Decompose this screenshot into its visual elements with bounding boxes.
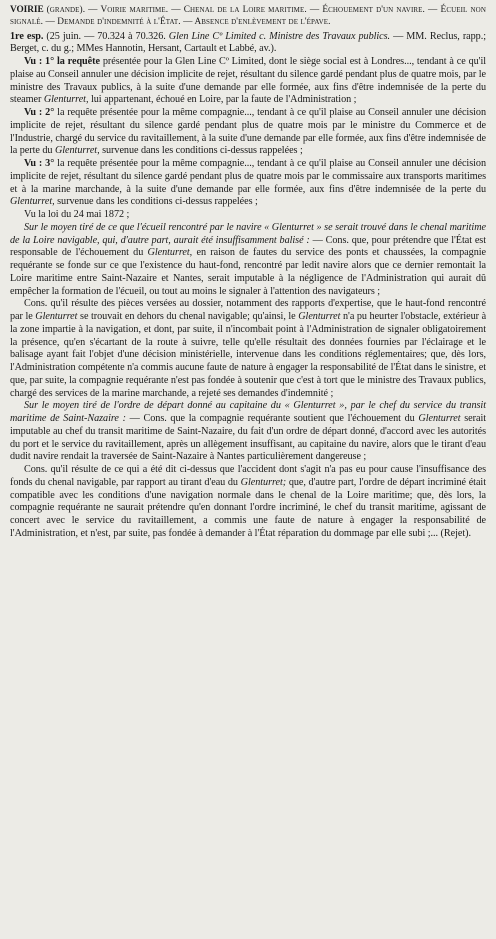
paragraph-text: que, d'autre part, l'ordre de départ incriminé était compatible avec les conditions d'une navigation normale dans le chenal de la Loire maritime; que, dès lors, la compagnie requérante ne saurait prétendre qu'en donnant l'ordre incriminé, le chef du transit maritime, agissant de concert avec le service du ravitaillement, a commis une faute de nature à engager la responsabilité de l'Administration, et n'est, par suite, pas fondée à demander à l'État réparation du dommage par elle subi ;... (Rejet).: [10, 476, 486, 539]
visa-3: [10, 158, 486, 209]
moyen-heading: Sur le moyen tiré de ce que l'écueil rencontré par le navire « Glenturret » se serait trouvé dans le chenal maritime de la Loire navigable, qui, d'autre part, aurait été insuffisamment balisé :: [10, 221, 486, 246]
visa-text: la requête présentée pour la même compagnie..., tendant à ce qu'il plaise au Conseil annuler une décision implicite de rejet, résultant du silence gardé pendant plus de quatre mois par le commissaire aux transports maritimes et à la marine marchande, à la suite d'une demande par elle formée, aux fins d'être indemnisée de la perte du: [10, 158, 486, 195]
section-title: VOIRIE: [10, 5, 44, 15]
moyen-2-paragraph-1: [10, 400, 486, 464]
paragraph-text: n'a pu heurter l'obstacle, extérieur à la zone impartie à la navigation, et dont, par suite, il n'incombait point à l'Administration de signaler obligatoirement la présence, qu'en s'écartant de la route à suivre, telle qu'elle résultait des données fournies par l'éclairage et le balisage ayant fait l'objet d'une décision ministérielle, intervenue dans les conditions réglementaires; que, dès lors, l'Administration compétente n'a commis aucune faute de nature à engager la responsabilité de l'État dans le sinistre, et que, par suite, la compagnie requérante n'est pas fondée à soutenir que c'est à tort que le ministre des Travaux publics, chargé des services de la marine marchande, a rejeté ses demandes d'indemnité ;: [10, 311, 487, 399]
ship-name: Glenturret: [298, 311, 341, 323]
moyen-1-paragraph-1: [10, 222, 486, 299]
moyen-1-paragraph-2: [10, 298, 486, 400]
paragraph-text: — Cons. que, pour prétendre que l'État est responsable de l'échouement du: [10, 234, 486, 259]
visa-1: [10, 56, 486, 107]
case-panel: — MM. Reclus, rapp.; Berget, c. du g.; MMes Hannotin, Hersant, Cartault et Labbé, av.).: [10, 30, 486, 55]
paragraph-text: en raison de fautes du service des ponts et chaussées, la compagnie requérante se fonde sur ce que l'existence du haut-fond, rencontré par ledit navire alors que ce dernier remontait la Loire maritime entre Saint-Nazaire et Nantes, serait imputable à la négligence de l'Administration qui aurait dû empêcher la formation de l'écueil, ou tout au moins le signaler à l'attention des navigateurs ;: [10, 247, 486, 297]
ship-name: Glenturret,: [54, 145, 100, 157]
moyen-heading: Sur le moyen tiré de l'ordre de départ donné au capitaine du « Glenturret », par le chef du service du transit maritime de Saint-Nazaire :: [10, 400, 486, 425]
case-name: Glen Line Cº Limited c. Ministre des Travaux publics.: [168, 30, 391, 42]
visa-bold: la requête: [57, 56, 100, 68]
section-number: 1re esp.: [10, 30, 44, 42]
visa-text: présentée pour la Glen Line Cº Limited, dont le siège social est à Londres..., tendant à ce qu'il plaise au Conseil annuler une décision implicite de rejet, résultant du silence gardé pendant plus de quatre mois, par le ministre des Travaux publics, à la suite d'une demande par elle formée, aux fins d'être indemnisée de la perte du steamer: [10, 56, 487, 106]
ship-name: Glenturret: [35, 311, 78, 323]
ship-name: Glenturret,: [43, 94, 89, 106]
ship-name: Glenturret,: [10, 196, 55, 208]
paragraph-text: Cons. qu'il résulte des pièces versées au dossier, notamment des rapports d'expertise, que le haut-fond rencontré par le: [10, 298, 486, 323]
paragraph-text: se trouvait en dehors du chenal navigable; qu'ainsi, le: [80, 311, 296, 323]
paragraph-text: Cons. qu'il résulte de ce qui a été dit ci-dessus que l'accident dont s'agit n'a pas eu pour cause l'insuffisance des fonds du chenal navigable, par rapport au tirant d'eau du: [10, 464, 486, 488]
visa-lead: Vu : 1°: [24, 56, 55, 68]
visa-lead: Vu : 2°: [24, 107, 55, 119]
case-dates: (25 juin. — 70.324 à 70.326.: [46, 30, 166, 42]
visa-tail: lui appartenant, échoué en Loire, par la faute de l'Administration ;: [90, 94, 357, 106]
paragraph-text: serait imputable au chef du transit maritime de Saint-Nazaire, du fait d'un ordre de départ donné, d'accord avec les autorités du port et le service du ravitaillement, après un allègement insuffisant, au capitaine du navire, alors que le tirant d'eau dudit navire rendait la traversée de Saint-Nazaire à Nantes particulièrement dangereuse ;: [10, 413, 487, 463]
ship-name: Glenturret;: [240, 476, 287, 488]
section-title-suffix: (grande).: [46, 5, 86, 15]
law-reference: Vu la loi du 24 mai 1872 ;: [24, 209, 130, 221]
header-block: [10, 5, 486, 29]
visa-lead: Vu : 3°: [24, 158, 55, 170]
visa-tail: survenue dans les conditions ci-dessus rappelées ;: [102, 145, 303, 157]
visa-2: [10, 107, 486, 158]
visa-tail: survenue dans les conditions ci-dessus rappelées ;: [57, 196, 258, 208]
paragraph-text: — Cons. que la compagnie requérante soutient que l'échouement du: [129, 413, 415, 425]
moyen-2-paragraph-2: [10, 464, 486, 541]
keywords: — Voirie maritime. — Chenal de la Loire maritime. — Échouement d'un navire. — Écueil non signalé. — Demande d'indemnité à l'État. — Absence d'enlèvement de l'épave.: [10, 5, 486, 27]
visa-text: la requête présentée pour la même compagnie..., tendant à ce qu'il plaise au Conseil annuler une décision implicite de rejet, résultant du silence gardé pendant plus de quatre mois par le ministre du Commerce et de l'Industrie, chargé du service du ravitaillement, à la suite d'une demande par elle formée, aux fins d'être indemnisée de la perte du: [10, 107, 486, 157]
case-reference: [10, 31, 486, 57]
ship-name: Glenturret: [418, 413, 461, 425]
ship-name: Glenturret,: [147, 247, 193, 259]
